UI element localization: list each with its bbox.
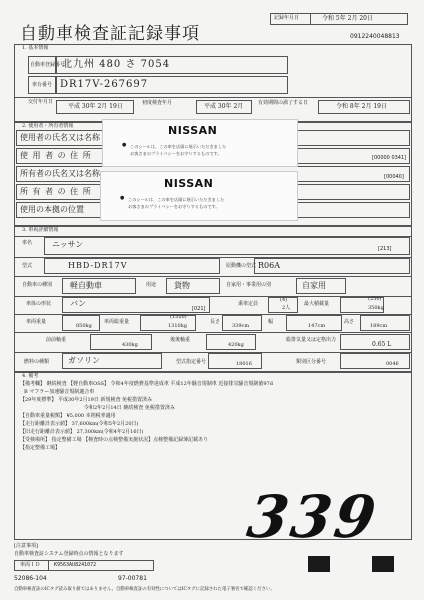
remark-line: 令和2年2月14日 継続検査 免税措置済み — [84, 405, 175, 411]
sticker-2-line-2: お客さまのプライバシーをお守りするものです。 — [128, 204, 220, 209]
user-name-label: 使用者の氏名又は名称 — [20, 133, 100, 142]
nissan-logo-1: NISSAN — [168, 124, 218, 137]
length-label: 長さ — [210, 319, 221, 325]
chassis-value: DR17V-267697 — [60, 79, 149, 90]
fuel-value: ガソリン — [68, 356, 100, 365]
handwritten-number: 339 — [243, 483, 383, 551]
gross-weight-value: (1320) — [170, 314, 187, 320]
notice-text: 自動車検査証システム登録時点の情報となります — [14, 551, 124, 557]
vehicle-id-label: 車両ＩＤ — [20, 562, 41, 568]
max-load-value-2: 350kg — [368, 305, 384, 311]
issue-date-value: 平成 30年 2月 19日 — [68, 103, 123, 110]
height-value: 189cm — [370, 323, 388, 329]
remark-line: 【指定整備工場】 — [20, 445, 61, 451]
max-load-label: 最大積載量 — [304, 301, 330, 307]
weight-value: 850kg — [76, 323, 92, 329]
owner-name-label: 所有者の氏名又は名称 — [20, 169, 100, 178]
model-label: 型式 — [22, 263, 33, 269]
width-label: 幅 — [268, 319, 274, 325]
redaction-block-2 — [372, 556, 394, 572]
sticker-1-line-1: このシールは、この車を店頭に展示いただきました — [130, 144, 227, 149]
notice-label: [注意事項] — [14, 543, 38, 549]
body-code: [021] — [192, 306, 206, 312]
engine-label: 原動機の型式 — [226, 263, 257, 269]
type-no-value: 18016 — [236, 361, 252, 367]
sticker-2-bullet: ● — [120, 195, 125, 201]
user-code: [00000 0341] — [372, 155, 407, 161]
private-value: 自家用 — [302, 281, 326, 290]
base-location-label: 使用の本拠の位置 — [20, 205, 84, 214]
type-no-field — [208, 353, 262, 369]
sticker-1-bullet: ● — [122, 142, 127, 148]
footer-code-left: 52086-104 — [14, 575, 47, 582]
page-title: 自動車検査証記録事項 — [20, 24, 200, 44]
weight-label: 車両重量 — [26, 319, 47, 325]
footer-code-right: 97-00781 — [118, 575, 147, 582]
sticker-1-line-2: お客さまのプライバシーをお守りするものです。 — [130, 151, 222, 156]
capacity-value-2: 2人 — [282, 305, 291, 311]
kind-value: 軽自動車 — [70, 281, 102, 290]
gross-weight-label: 車両総重量 — [104, 319, 130, 325]
remark-line: 【29年度標準】 平成30年2月19日 新規検査 免税措置済み — [20, 397, 153, 403]
remark-line: B マフラー加速騒音規制適合車 — [24, 389, 95, 395]
document-number: 0912240048813 — [350, 33, 400, 40]
reg-no-value: 北九州 480 さ 7054 — [62, 59, 171, 70]
front-axle-label: 前前軸重 — [46, 337, 67, 343]
basic-section-title: 1. 基本情報 — [22, 45, 49, 51]
kind-label: 自動車の種別 — [22, 282, 53, 288]
reg-no-label: 自動車登録番号 — [30, 62, 66, 68]
class-no-label: 類別区分番号 — [296, 359, 327, 365]
rear-axle-value: 420kg — [228, 342, 244, 348]
type-no-label: 型式指定番号 — [176, 359, 207, 365]
record-date-label: 記録年月日 — [274, 15, 300, 21]
first-reg-value: 平成 30年 2月 — [204, 103, 244, 110]
body-value: バン — [70, 299, 86, 308]
remarks-section-title: 4. 備考 — [22, 373, 39, 379]
footer-disclaimer: 自動車検査証のICタグ読み取り値ではありません。自動車検査証の有効性についてはICタグに記録された電子署名で確認ください。 — [14, 587, 275, 592]
length-value: 339cm — [232, 323, 250, 329]
nissan-logo-2: NISSAN — [164, 177, 214, 190]
use-value: 貨物 — [174, 281, 190, 290]
model-value: HBD-DR17V — [68, 261, 128, 270]
front-axle-field — [90, 334, 152, 350]
expiry-value: 令和 8年 2月 19日 — [336, 103, 387, 110]
remark-line: 【受検場所】 指定整備工場 【検査時の点検整備実施状況】点検整備記録簿記載あり — [20, 437, 209, 443]
remark-line: 【走行距離計表示値】 37,600km(令和5年2月20日) — [20, 421, 139, 427]
issue-date-label: 交付年月日 — [28, 99, 54, 105]
fuel-label: 燃料の種類 — [24, 359, 50, 365]
first-reg-label: 初度検査年月 — [142, 100, 173, 106]
maker-code: [213] — [378, 246, 392, 252]
maker-field — [44, 237, 410, 255]
expiry-label: 有効期間の満了する日 — [258, 100, 309, 106]
remark-line: 【自動車重量税額】 ¥5,000 本則税率適用 — [20, 413, 116, 419]
owner-code: [00040] — [384, 174, 404, 180]
capacity-label: 乗車定員 — [238, 301, 259, 307]
maker-label: 車名 — [22, 240, 33, 246]
vehicle-section-title: 3. 車両詳細情報 — [22, 227, 59, 233]
body-label: 車体の形状 — [26, 301, 52, 307]
remark-line: 【旧走行距離計表示値】 27,300km(令和4年2月16日) — [20, 429, 144, 435]
owner-addr-label: 所 有 者 の 住 所 — [20, 187, 92, 196]
engine-value: R06A — [258, 261, 280, 270]
capacity-value: (4) — [280, 297, 288, 303]
vehicle-id-value: K9563AU8241072 — [54, 562, 97, 568]
gross-weight-value-2: 1310kg — [168, 323, 187, 329]
use-label: 用途 — [146, 282, 157, 288]
user-addr-label: 使 用 者 の 住 所 — [20, 151, 92, 160]
maker-value: ニッサン — [52, 240, 84, 249]
height-label: 高さ — [344, 319, 355, 325]
record-date: 令和 5年 2月 20日 — [322, 15, 373, 22]
class-no-value: 0046 — [386, 361, 399, 367]
chassis-label: 車台番号 — [32, 82, 53, 88]
private-label: 自家用・事業用の別 — [226, 282, 272, 288]
redaction-block-1 — [308, 556, 330, 572]
displacement-value: 0.65 L — [372, 341, 392, 348]
rear-axle-label: 後後軸重 — [170, 337, 191, 343]
owner-section-title: 2. 使用者・所有者情報 — [22, 123, 74, 129]
class-no-field — [340, 353, 410, 369]
sticker-2-line-1: このシールは、この車を店頭に展示いただきました — [128, 197, 225, 202]
width-value: 147cm — [308, 323, 326, 329]
remark-line: 【備考欄】 継続検査 【軽自動車OSS】 令和4年度燃費基準達成車 平成12年騒音規制車 近接排気騒音規制値97d — [20, 381, 273, 387]
max-load-value: (250) — [368, 296, 382, 302]
displacement-label: 総排気量又は定格出力 — [286, 337, 337, 343]
front-axle-value: 430kg — [122, 342, 138, 348]
